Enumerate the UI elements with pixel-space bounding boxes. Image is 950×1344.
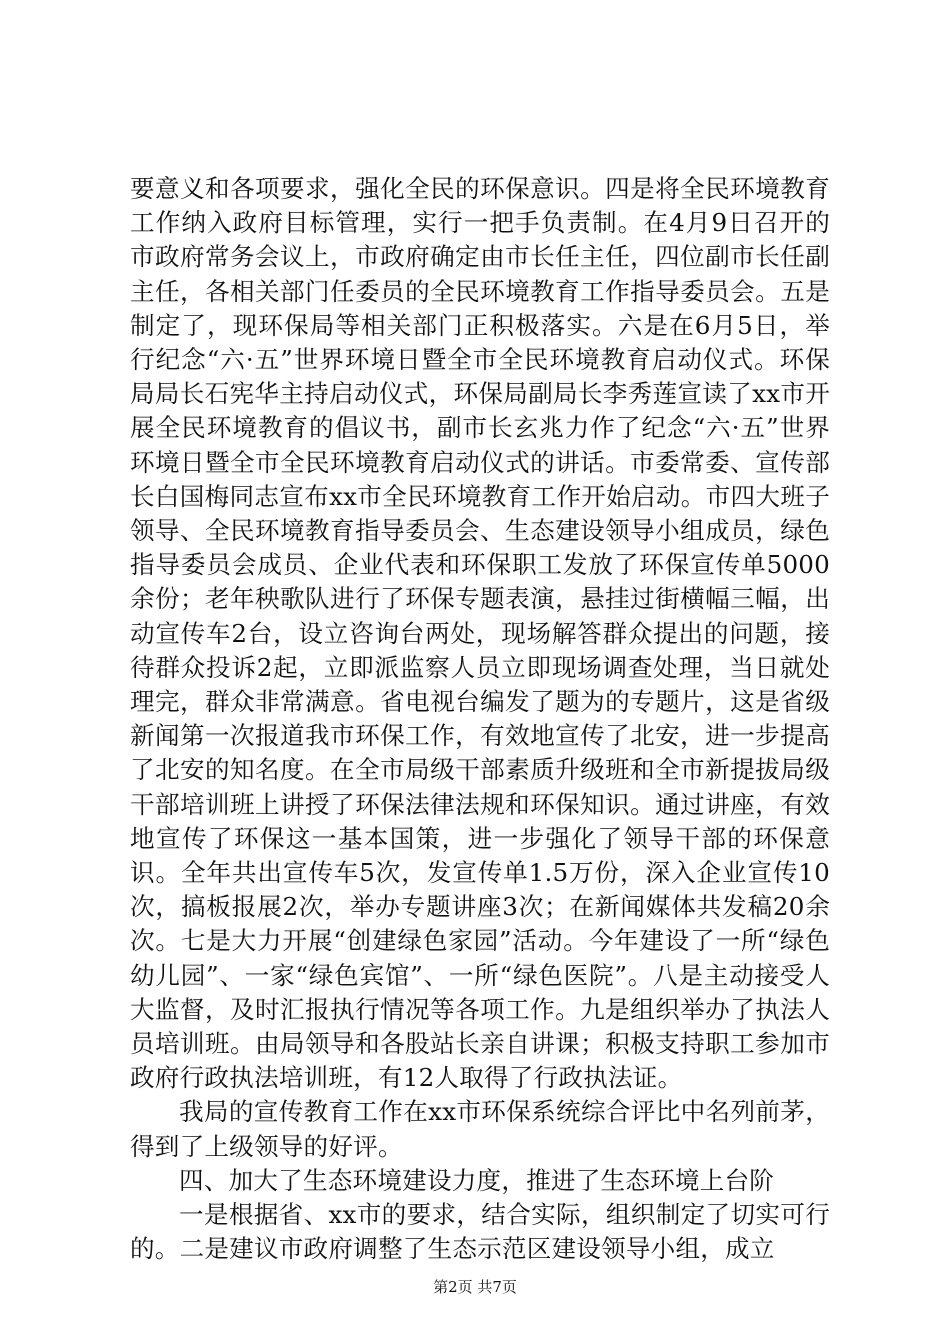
paragraph-ecology: 一是根据省、xx市的要求，结合实际，组织制定了切实可行的。二是建议市政府调整了生态示范区建设领导小组，成立 [130, 1200, 830, 1264]
paragraph-continued: 要意义和各项要求，强化全民的环保意识。四是将全民环境教育工作纳入政府目标管理，实行一把手负责制。在4月9日召开的市政府常务会议上，市政府确定由市长任主任，四位副市长任副主任，各相关部门任委员的全民环境教育工作指导委员会。五是制定了，现环保局等相关部门正积极落实。六是在6月5日，举行纪念“六·五”世界环境日暨全市全民环境教育启动仪式。环保局局长石宪华主持启动仪式，环保局副局长李秀莲宣读了xx市开展全民环境教育的倡议书，副市长玄兆力作了纪念“六·五”世界环境日暨全市全民环境教育启动仪式的讲话。市委常委、宣传部长白国梅同志宣布xx市全民环境教育工作开始启动。市四大班子领导、全民环境教育指导委员会、生态建设领导小组成员，绿色指导委员会成员、企业代表和环保职工发放了环保宣传单5000余份；老年秧歌队进行了环保专题表演，悬挂过街横幅三幅，出动宣传车2台，设立咨询台两处，现场解答群众提出的问题，接待群众投诉2起，立即派监察人员立即现场调查处理，当日就处理完，群众非常满意。省电视台编发了题为的专题片，这是省级新闻第一次报道我市环保工作，有效地宣传了北安，进一步提高了北安的知名度。在全市局级干部素质升级班和全市新提拔局级干部培训班上讲授了环保法律法规和环保知识。通过讲座，有效地宣传了环保这一基本国策，进一步强化了领导干部的环保意识。全年共出宣传车5次，发宣传单1.5万份，深入企业宣传10次，搞板报展2次，举办专题讲座3次；在新闻媒体共发稿20余次。七是大力开展“创建绿色家园”活动。今年建设了一所“绿色幼儿园”、一家“绿色宾馆”、一所“绿色医院”。八是主动接受人大监督，及时汇报执行情况等各项工作。九是组织举办了执法人员培训班。由局领导和各股站长亲自讲课；积极支持职工参加市政府行政执法培训班，有12人取得了行政执法证。 [130, 174, 830, 1093]
document-body [130, 172, 830, 1267]
page-number-footer: 第2页 共7页 [433, 1278, 517, 1296]
paragraph-evaluation: 我局的宣传教育工作在xx市环保系统综合评比中名列前茅，得到了上级领导的好评。 [130, 1097, 830, 1161]
section-heading: 四、加大了生态环境建设力度，推进了生态环境上台阶 [179, 1165, 775, 1195]
